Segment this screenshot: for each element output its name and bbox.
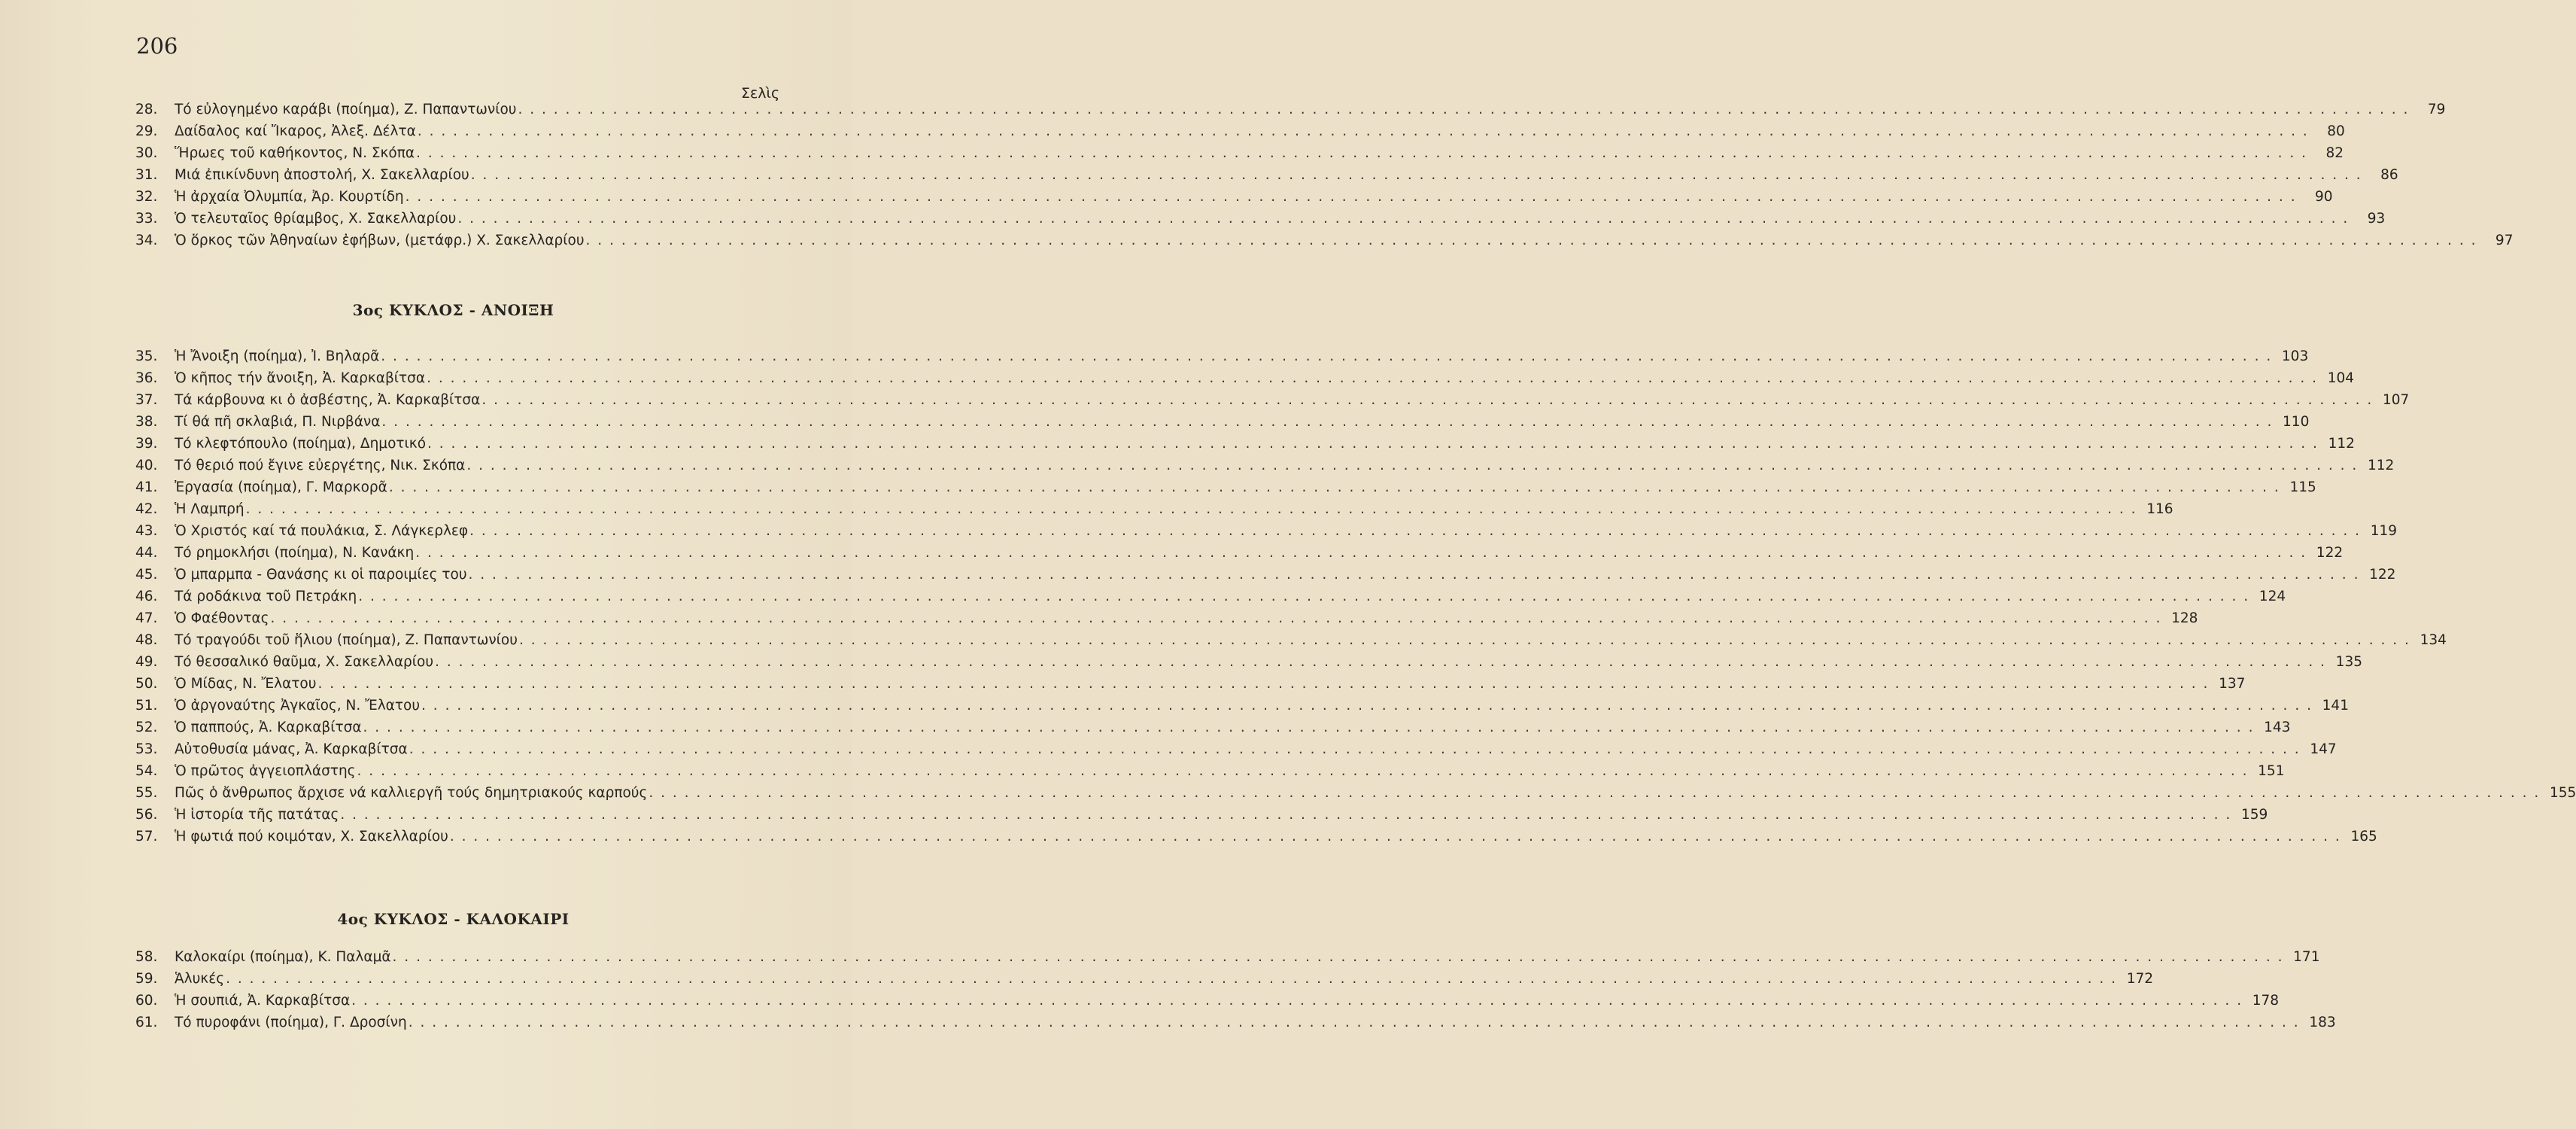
entry-title: Τό εὐλογημένο καράβι (ποίημα), Ζ. Παπαντωνίου [175, 102, 517, 117]
entry-page-number: 122 [2316, 545, 2344, 561]
entry-number: 54. [135, 763, 158, 779]
entry-title: Τό θεσσαλικό θαῦμα, Χ. Σακελλαρίου [175, 654, 434, 670]
entry-number: 60. [135, 993, 158, 1009]
section-heading-summer: 4ος ΚΥΚΛΟΣ - ΚΑΛΟΚΑΙΡΙ [337, 910, 570, 928]
dot-leader: . . . . . . . . . . . . . . . . . . . . . . . . . . . . . . . . . . . . . . . . . . . . . . . . . . . . . . . . . . . . . . . . . . . . . . . . . . . . . . . . . . . . . . . . . . . . . . . . . . . . . . . . . . . . . . . . . . . . . . . . . . . . . . . . . . . . . . . . . . . . . . . . . . . . . . . . . . . . . . . . [388, 479, 2280, 495]
toc-entry [135, 567, 2396, 589]
toc-entry [135, 545, 2344, 567]
toc-entry [135, 993, 2280, 1015]
toc-entry [135, 720, 2291, 741]
toc-section-continued [135, 102, 2514, 254]
entry-page-number: 119 [2370, 523, 2398, 539]
entry-number: 48. [135, 632, 158, 648]
entry-page-number: 112 [2328, 436, 2355, 452]
dot-leader: . . . . . . . . . . . . . . . . . . . . . . . . . . . . . . . . . . . . . . . . . . . . . . . . . . . . . . . . . . . . . . . . . . . . . . . . . . . . . . . . . . . . . . . . . . . . . . . . . . . . . . . . . . . . . . . . . . . . . . . . . . . . . . . . . . . . . . . . . . . . . . . . . . . . . . . . . . . . . . . . [649, 785, 2541, 801]
entry-number: 61. [135, 1015, 158, 1030]
toc-entry [135, 392, 2410, 414]
entry-number: 38. [135, 414, 158, 430]
dot-leader: . . . . . . . . . . . . . . . . . . . . . . . . . . . . . . . . . . . . . . . . . . . . . . . . . . . . . . . . . . . . . . . . . . . . . . . . . . . . . . . . . . . . . . . . . . . . . . . . . . . . . . . . . . . . . . . . . . . . . . . . . . . . . . . . . . . . . . . . . . . . . . . . . . . . . . . . . . . . . . . . [351, 993, 2243, 1009]
dot-leader: . . . . . . . . . . . . . . . . . . . . . . . . . . . . . . . . . . . . . . . . . . . . . . . . . . . . . . . . . . . . . . . . . . . . . . . . . . . . . . . . . . . . . . . . . . . . . . . . . . . . . . . . . . . . . . . . . . . . . . . . . . . . . . . . . . . . . . . . . . . . . . . . . . . . . . . . . . . . . . . . [340, 807, 2232, 823]
toc-entry [135, 233, 2514, 254]
dot-leader: . . . . . . . . . . . . . . . . . . . . . . . . . . . . . . . . . . . . . . . . . . . . . . . . . . . . . . . . . . . . . . . . . . . . . . . . . . . . . . . . . . . . . . . . . . . . . . . . . . . . . . . . . . . . . . . . . . . . . . . . . . . . . . . . . . . . . . . . . . . . . . . . . . . . . . . . . . . . . . . . [585, 233, 2477, 248]
entry-page-number: 116 [2146, 501, 2174, 517]
toc-entry [135, 189, 2333, 211]
entry-title: Ὁ παππούς, Ἀ. Καρκαβίτσα [175, 720, 362, 735]
toc-entry [135, 632, 2447, 654]
entry-number: 31. [135, 167, 158, 183]
entry-number: 43. [135, 523, 158, 539]
dot-leader: . . . . . . . . . . . . . . . . . . . . . . . . . . . . . . . . . . . . . . . . . . . . . . . . . . . . . . . . . . . . . . . . . . . . . . . . . . . . . . . . . . . . . . . . . . . . . . . . . . . . . . . . . . . . . . . . . . . . . . . . . . . . . . . . . . . . . . . . . . . . . . . . . . . . . . . . . . . . . . . . [435, 654, 2326, 670]
entry-title: Πῶς ὁ ἄνθρωπος ἄρχισε νά καλλιεργῆ τούς δημητριακούς καρπούς [175, 785, 648, 801]
dot-leader: . . . . . . . . . . . . . . . . . . . . . . . . . . . . . . . . . . . . . . . . . . . . . . . . . . . . . . . . . . . . . . . . . . . . . . . . . . . . . . . . . . . . . . . . . . . . . . . . . . . . . . . . . . . . . . . . . . . . . . . . . . . . . . . . . . . . . . . . . . . . . . . . . . . . . . . . . . . . . . . . [409, 741, 2301, 757]
entry-number: 36. [135, 370, 158, 386]
toc-entry [135, 610, 2198, 632]
entry-page-number: 147 [2310, 741, 2337, 757]
toc-entry [135, 949, 2320, 971]
dot-leader: . . . . . . . . . . . . . . . . . . . . . . . . . . . . . . . . . . . . . . . . . . . . . . . . . . . . . . . . . . . . . . . . . . . . . . . . . . . . . . . . . . . . . . . . . . . . . . . . . . . . . . . . . . . . . . . . . . . . . . . . . . . . . . . . . . . . . . . . . . . . . . . . . . . . . . . . . . . . . . . . [469, 523, 2362, 539]
entry-page-number: 103 [2281, 348, 2309, 364]
toc-entry [135, 370, 2355, 392]
entry-number: 40. [135, 458, 158, 473]
entry-title: Αὐτοθυσία μάνας, Ἀ. Καρκαβίτσα [175, 741, 408, 757]
entry-title: Καλοκαίρι (ποίημα), Κ. Παλαμᾶ [175, 949, 391, 965]
dot-leader: . . . . . . . . . . . . . . . . . . . . . . . . . . . . . . . . . . . . . . . . . . . . . . . . . . . . . . . . . . . . . . . . . . . . . . . . . . . . . . . . . . . . . . . . . . . . . . . . . . . . . . . . . . . . . . . . . . . . . . . . . . . . . . . . . . . . . . . . . . . . . . . . . . . . . . . . . . . . . . . . [421, 698, 2313, 714]
dot-leader: . . . . . . . . . . . . . . . . . . . . . . . . . . . . . . . . . . . . . . . . . . . . . . . . . . . . . . . . . . . . . . . . . . . . . . . . . . . . . . . . . . . . . . . . . . . . . . . . . . . . . . . . . . . . . . . . . . . . . . . . . . . . . . . . . . . . . . . . . . . . . . . . . . . . . . . . . . . . . . . . [427, 436, 2319, 452]
dot-leader: . . . . . . . . . . . . . . . . . . . . . . . . . . . . . . . . . . . . . . . . . . . . . . . . . . . . . . . . . . . . . . . . . . . . . . . . . . . . . . . . . . . . . . . . . . . . . . . . . . . . . . . . . . . . . . . . . . . . . . . . . . . . . . . . . . . . . . . . . . . . . . . . . . . . . . . . . . . . . . . . [416, 145, 2307, 161]
toc-entry [135, 589, 2286, 610]
entry-number: 30. [135, 145, 158, 161]
entry-page-number: 107 [2382, 392, 2410, 408]
toc-entry [135, 348, 2309, 370]
toc-entry [135, 785, 2576, 807]
toc-entry [135, 1015, 2336, 1036]
entry-page-number: 128 [2171, 610, 2198, 626]
dot-leader: . . . . . . . . . . . . . . . . . . . . . . . . . . . . . . . . . . . . . . . . . . . . . . . . . . . . . . . . . . . . . . . . . . . . . . . . . . . . . . . . . . . . . . . . . . . . . . . . . . . . . . . . . . . . . . . . . . . . . . . . . . . . . . . . . . . . . . . . . . . . . . . . . . . . . . . . . . . . . . . . [317, 676, 2210, 692]
entry-title: Τό κλεφτόπουλο (ποίημα), Δημοτικό [175, 436, 427, 452]
toc-entry [135, 436, 2355, 458]
entry-title: Ὁ Μίδας, Ν. Ἔλατου [175, 676, 317, 692]
entry-title: Ὁ ἀργοναύτης Ἀγκαῖος, Ν. Ἔλατου [175, 698, 421, 714]
entry-page-number: 151 [2258, 763, 2285, 779]
entry-title: Ὁ πρῶτος ἀγγειοπλάστης [175, 763, 356, 779]
toc-entry [135, 807, 2268, 829]
toc-section-summer [135, 949, 2336, 1036]
entry-page-number: 155 [2549, 785, 2576, 801]
toc-entry [135, 501, 2174, 523]
entry-page-number: 178 [2252, 993, 2280, 1009]
entry-title: Δαίδαλος καί Ἴκαρος, Ἀλεξ. Δέλτα [175, 123, 416, 139]
entry-title: Τό θεριό πού ἔγινε εὐεργέτης, Νικ. Σκόπα [175, 458, 466, 473]
entry-page-number: 104 [2327, 370, 2355, 386]
entry-page-number: 135 [2335, 654, 2362, 670]
entry-page-number: 183 [2309, 1015, 2336, 1030]
entry-number: 53. [135, 741, 158, 757]
entry-number: 59. [135, 971, 158, 987]
entry-number: 57. [135, 829, 158, 844]
entry-title: Ἐργασία (ποίημα), Γ. Μαρκορᾶ [175, 479, 387, 495]
dot-leader: . . . . . . . . . . . . . . . . . . . . . . . . . . . . . . . . . . . . . . . . . . . . . . . . . . . . . . . . . . . . . . . . . . . . . . . . . . . . . . . . . . . . . . . . . . . . . . . . . . . . . . . . . . . . . . . . . . . . . . . . . . . . . . . . . . . . . . . . . . . . . . . . . . . . . . . . . . . . . . . . [427, 370, 2319, 386]
entry-page-number: 93 [2367, 211, 2386, 227]
dot-leader: . . . . . . . . . . . . . . . . . . . . . . . . . . . . . . . . . . . . . . . . . . . . . . . . . . . . . . . . . . . . . . . . . . . . . . . . . . . . . . . . . . . . . . . . . . . . . . . . . . . . . . . . . . . . . . . . . . . . . . . . . . . . . . . . . . . . . . . . . . . . . . . . . . . . . . . . . . . . . . . . [357, 763, 2249, 779]
entry-number: 58. [135, 949, 158, 965]
entry-title: Ὁ ὅρκος τῶν Ἀθηναίων ἐφήβων, (μετάφρ.) Χ. Σακελλαρίου [175, 233, 585, 248]
entry-page-number: 143 [2264, 720, 2291, 735]
toc-entry [135, 971, 2153, 993]
entry-number: 52. [135, 720, 158, 735]
dot-leader: . . . . . . . . . . . . . . . . . . . . . . . . . . . . . . . . . . . . . . . . . . . . . . . . . . . . . . . . . . . . . . . . . . . . . . . . . . . . . . . . . . . . . . . . . . . . . . . . . . . . . . . . . . . . . . . . . . . . . . . . . . . . . . . . . . . . . . . . . . . . . . . . . . . . . . . . . . . . . . . . [518, 632, 2410, 648]
entry-title: Ἡ Λαμπρή [175, 501, 245, 517]
entry-number: 37. [135, 392, 158, 408]
entry-title: Ὁ μπαρμπα - Θανάσης κι οἱ παροιμίες του [175, 567, 467, 583]
dot-leader: . . . . . . . . . . . . . . . . . . . . . . . . . . . . . . . . . . . . . . . . . . . . . . . . . . . . . . . . . . . . . . . . . . . . . . . . . . . . . . . . . . . . . . . . . . . . . . . . . . . . . . . . . . . . . . . . . . . . . . . . . . . . . . . . . . . . . . . . . . . . . . . . . . . . . . . . . . . . . . . . [381, 348, 2273, 364]
entry-title: Τί θά πῆ σκλαβιά, Π. Νιρβάνα [175, 414, 381, 430]
toc-entry [135, 523, 2398, 545]
section-heading-spring: 3ος ΚΥΚΛΟΣ - ΑΝΟΙΞΗ [352, 301, 554, 319]
entry-page-number: 122 [2369, 567, 2396, 583]
entry-number: 46. [135, 589, 158, 604]
entry-page-number: 172 [2126, 971, 2153, 987]
entry-number: 49. [135, 654, 158, 670]
entry-number: 45. [135, 567, 158, 583]
entry-number: 29. [135, 123, 158, 139]
toc-entry [135, 102, 2446, 123]
toc-entry [135, 741, 2337, 763]
entry-title: Ἡ ἀρχαία Ὀλυμπία, Ἀρ. Κουρτίδη [175, 189, 404, 205]
entry-page-number: 97 [2495, 233, 2514, 248]
entry-title: Μιά ἐπικίνδυνη ἀποστολή, Χ. Σακελλαρίου [175, 167, 469, 183]
entry-page-number: 86 [2380, 167, 2398, 183]
toc-entry [135, 479, 2316, 501]
entry-title: Τό τραγούδι τοῦ ἥλιου (ποίημα), Ζ. Παπαντωνίου [175, 632, 518, 648]
entry-page-number: 165 [2350, 829, 2377, 844]
entry-number: 50. [135, 676, 158, 692]
entry-page-number: 90 [2315, 189, 2333, 205]
page-number: 206 [136, 33, 178, 59]
entry-number: 41. [135, 479, 158, 495]
dot-leader: . . . . . . . . . . . . . . . . . . . . . . . . . . . . . . . . . . . . . . . . . . . . . . . . . . . . . . . . . . . . . . . . . . . . . . . . . . . . . . . . . . . . . . . . . . . . . . . . . . . . . . . . . . . . . . . . . . . . . . . . . . . . . . . . . . . . . . . . . . . . . . . . . . . . . . . . . . . . . . . . [415, 545, 2307, 561]
entry-number: 56. [135, 807, 158, 823]
toc-entry [135, 829, 2377, 851]
entry-page-number: 82 [2325, 145, 2344, 161]
entry-number: 55. [135, 785, 158, 801]
entry-title: Ὁ Χριστός καί τά πουλάκια, Σ. Λάγκερλεφ [175, 523, 469, 539]
entry-page-number: 124 [2259, 589, 2286, 604]
dot-leader: . . . . . . . . . . . . . . . . . . . . . . . . . . . . . . . . . . . . . . . . . . . . . . . . . . . . . . . . . . . . . . . . . . . . . . . . . . . . . . . . . . . . . . . . . . . . . . . . . . . . . . . . . . . . . . . . . . . . . . . . . . . . . . . . . . . . . . . . . . . . . . . . . . . . . . . . . . . . . . . . [470, 167, 2362, 183]
toc-entry [135, 458, 2395, 479]
dot-leader: . . . . . . . . . . . . . . . . . . . . . . . . . . . . . . . . . . . . . . . . . . . . . . . . . . . . . . . . . . . . . . . . . . . . . . . . . . . . . . . . . . . . . . . . . . . . . . . . . . . . . . . . . . . . . . . . . . . . . . . . . . . . . . . . . . . . . . . . . . . . . . . . . . . . . . . . . . . . . . . . [358, 589, 2250, 604]
entry-number: 35. [135, 348, 158, 364]
entry-number: 44. [135, 545, 158, 561]
entry-number: 33. [135, 211, 158, 227]
entry-number: 42. [135, 501, 158, 517]
dot-leader: . . . . . . . . . . . . . . . . . . . . . . . . . . . . . . . . . . . . . . . . . . . . . . . . . . . . . . . . . . . . . . . . . . . . . . . . . . . . . . . . . . . . . . . . . . . . . . . . . . . . . . . . . . . . . . . . . . . . . . . . . . . . . . . . . . . . . . . . . . . . . . . . . . . . . . . . . . . . . . . . [518, 102, 2410, 117]
entry-title: Ὁ κῆπος τήν ἄνοιξη, Ἀ. Καρκαβίτσα [175, 370, 426, 386]
entry-title: Ἡ σουπιά, Ἀ. Καρκαβίτσα [175, 993, 351, 1009]
entry-title: Τό ρημοκλήσι (ποίημα), Ν. Κανάκη [175, 545, 415, 561]
dot-leader: . . . . . . . . . . . . . . . . . . . . . . . . . . . . . . . . . . . . . . . . . . . . . . . . . . . . . . . . . . . . . . . . . . . . . . . . . . . . . . . . . . . . . . . . . . . . . . . . . . . . . . . . . . . . . . . . . . . . . . . . . . . . . . . . . . . . . . . . . . . . . . . . . . . . . . . . . . . . . . . . [457, 211, 2350, 227]
entry-page-number: 80 [2327, 123, 2345, 139]
entry-title: Ἥρωες τοῦ καθήκοντος, Ν. Σκόπα [175, 145, 415, 161]
entry-page-number: 171 [2293, 949, 2320, 965]
toc-entry [135, 123, 2345, 145]
entry-title: Ἁλυκές [175, 971, 225, 987]
dot-leader: . . . . . . . . . . . . . . . . . . . . . . . . . . . . . . . . . . . . . . . . . . . . . . . . . . . . . . . . . . . . . . . . . . . . . . . . . . . . . . . . . . . . . . . . . . . . . . . . . . . . . . . . . . . . . . . . . . . . . . . . . . . . . . . . . . . . . . . . . . . . . . . . . . . . . . . . . . . . . . . . [408, 1015, 2300, 1030]
entry-number: 47. [135, 610, 158, 626]
entry-title: Ἡ Ἄνοιξη (ποίημα), Ἰ. Βηλαρᾶ [175, 348, 380, 364]
dot-leader: . . . . . . . . . . . . . . . . . . . . . . . . . . . . . . . . . . . . . . . . . . . . . . . . . . . . . . . . . . . . . . . . . . . . . . . . . . . . . . . . . . . . . . . . . . . . . . . . . . . . . . . . . . . . . . . . . . . . . . . . . . . . . . . . . . . . . . . . . . . . . . . . . . . . . . . . . . . . . . . . [449, 829, 2341, 844]
entry-title: Τά ροδάκινα τοῦ Πετράκη [175, 589, 357, 604]
entry-number: 32. [135, 189, 158, 205]
dot-leader: . . . . . . . . . . . . . . . . . . . . . . . . . . . . . . . . . . . . . . . . . . . . . . . . . . . . . . . . . . . . . . . . . . . . . . . . . . . . . . . . . . . . . . . . . . . . . . . . . . . . . . . . . . . . . . . . . . . . . . . . . . . . . . . . . . . . . . . . . . . . . . . . . . . . . . . . . . . . . . . . [417, 123, 2309, 139]
toc-entry [135, 763, 2285, 785]
entry-number: 39. [135, 436, 158, 452]
dot-leader: . . . . . . . . . . . . . . . . . . . . . . . . . . . . . . . . . . . . . . . . . . . . . . . . . . . . . . . . . . . . . . . . . . . . . . . . . . . . . . . . . . . . . . . . . . . . . . . . . . . . . . . . . . . . . . . . . . . . . . . . . . . . . . . . . . . . . . . . . . . . . . . . . . . . . . . . . . . . . . . . [270, 610, 2162, 626]
toc-entry [135, 676, 2246, 698]
dot-leader: . . . . . . . . . . . . . . . . . . . . . . . . . . . . . . . . . . . . . . . . . . . . . . . . . . . . . . . . . . . . . . . . . . . . . . . . . . . . . . . . . . . . . . . . . . . . . . . . . . . . . . . . . . . . . . . . . . . . . . . . . . . . . . . . . . . . . . . . . . . . . . . . . . . . . . . . . . . . . . . . [226, 971, 2117, 987]
entry-page-number: 137 [2219, 676, 2246, 692]
entry-title: Ἡ φωτιά πού κοιμόταν, Χ. Σακελλαρίου [175, 829, 448, 844]
entry-number: 28. [135, 102, 158, 117]
toc-entry [135, 211, 2386, 233]
dot-leader: . . . . . . . . . . . . . . . . . . . . . . . . . . . . . . . . . . . . . . . . . . . . . . . . . . . . . . . . . . . . . . . . . . . . . . . . . . . . . . . . . . . . . . . . . . . . . . . . . . . . . . . . . . . . . . . . . . . . . . . . . . . . . . . . . . . . . . . . . . . . . . . . . . . . . . . . . . . . . . . . [392, 949, 2284, 965]
entry-page-number: 112 [2367, 458, 2395, 473]
toc-section-spring [135, 348, 2576, 851]
entry-number: 34. [135, 233, 158, 248]
dot-leader: . . . . . . . . . . . . . . . . . . . . . . . . . . . . . . . . . . . . . . . . . . . . . . . . . . . . . . . . . . . . . . . . . . . . . . . . . . . . . . . . . . . . . . . . . . . . . . . . . . . . . . . . . . . . . . . . . . . . . . . . . . . . . . . . . . . . . . . . . . . . . . . . . . . . . . . . . . . . . . . . [405, 189, 2297, 205]
toc-entry [135, 698, 2349, 720]
dot-leader: . . . . . . . . . . . . . . . . . . . . . . . . . . . . . . . . . . . . . . . . . . . . . . . . . . . . . . . . . . . . . . . . . . . . . . . . . . . . . . . . . . . . . . . . . . . . . . . . . . . . . . . . . . . . . . . . . . . . . . . . . . . . . . . . . . . . . . . . . . . . . . . . . . . . . . . . . . . . . . . . [245, 501, 2137, 517]
dot-leader: . . . . . . . . . . . . . . . . . . . . . . . . . . . . . . . . . . . . . . . . . . . . . . . . . . . . . . . . . . . . . . . . . . . . . . . . . . . . . . . . . . . . . . . . . . . . . . . . . . . . . . . . . . . . . . . . . . . . . . . . . . . . . . . . . . . . . . . . . . . . . . . . . . . . . . . . . . . . . . . . [481, 392, 2374, 408]
entry-page-number: 110 [2283, 414, 2310, 430]
entry-title: Ἡ ἱστορία τῆς πατάτας [175, 807, 339, 823]
entry-title: Τά κάρβουνα κι ὁ ἀσβέστης, Ἀ. Καρκαβίτσα [175, 392, 481, 408]
entry-title: Τό πυροφάνι (ποίημα), Γ. Δροσίνη [175, 1015, 407, 1030]
entry-page-number: 79 [2427, 102, 2446, 117]
toc-entry [135, 167, 2398, 189]
entry-page-number: 141 [2322, 698, 2349, 714]
entry-page-number: 115 [2289, 479, 2316, 495]
entry-number: 51. [135, 698, 158, 714]
toc-entry [135, 145, 2344, 167]
dot-leader: . . . . . . . . . . . . . . . . . . . . . . . . . . . . . . . . . . . . . . . . . . . . . . . . . . . . . . . . . . . . . . . . . . . . . . . . . . . . . . . . . . . . . . . . . . . . . . . . . . . . . . . . . . . . . . . . . . . . . . . . . . . . . . . . . . . . . . . . . . . . . . . . . . . . . . . . . . . . . . . . [363, 720, 2255, 735]
entry-title: Ὁ Φαέθοντας [175, 610, 269, 626]
dot-leader: . . . . . . . . . . . . . . . . . . . . . . . . . . . . . . . . . . . . . . . . . . . . . . . . . . . . . . . . . . . . . . . . . . . . . . . . . . . . . . . . . . . . . . . . . . . . . . . . . . . . . . . . . . . . . . . . . . . . . . . . . . . . . . . . . . . . . . . . . . . . . . . . . . . . . . . . . . . . . . . . [381, 414, 2274, 430]
dot-leader: . . . . . . . . . . . . . . . . . . . . . . . . . . . . . . . . . . . . . . . . . . . . . . . . . . . . . . . . . . . . . . . . . . . . . . . . . . . . . . . . . . . . . . . . . . . . . . . . . . . . . . . . . . . . . . . . . . . . . . . . . . . . . . . . . . . . . . . . . . . . . . . . . . . . . . . . . . . . . . . . [466, 458, 2359, 473]
toc-entry [135, 414, 2310, 436]
toc-entry [135, 654, 2362, 676]
entry-title: Ὁ τελευταῖος θρίαμβος, Χ. Σακελλαρίου [175, 211, 457, 227]
entry-page-number: 159 [2240, 807, 2268, 823]
entry-page-number: 134 [2420, 632, 2447, 648]
page-column-label: Σελὶς [741, 85, 780, 102]
dot-leader: . . . . . . . . . . . . . . . . . . . . . . . . . . . . . . . . . . . . . . . . . . . . . . . . . . . . . . . . . . . . . . . . . . . . . . . . . . . . . . . . . . . . . . . . . . . . . . . . . . . . . . . . . . . . . . . . . . . . . . . . . . . . . . . . . . . . . . . . . . . . . . . . . . . . . . . . . . . . . . . . [468, 567, 2360, 583]
